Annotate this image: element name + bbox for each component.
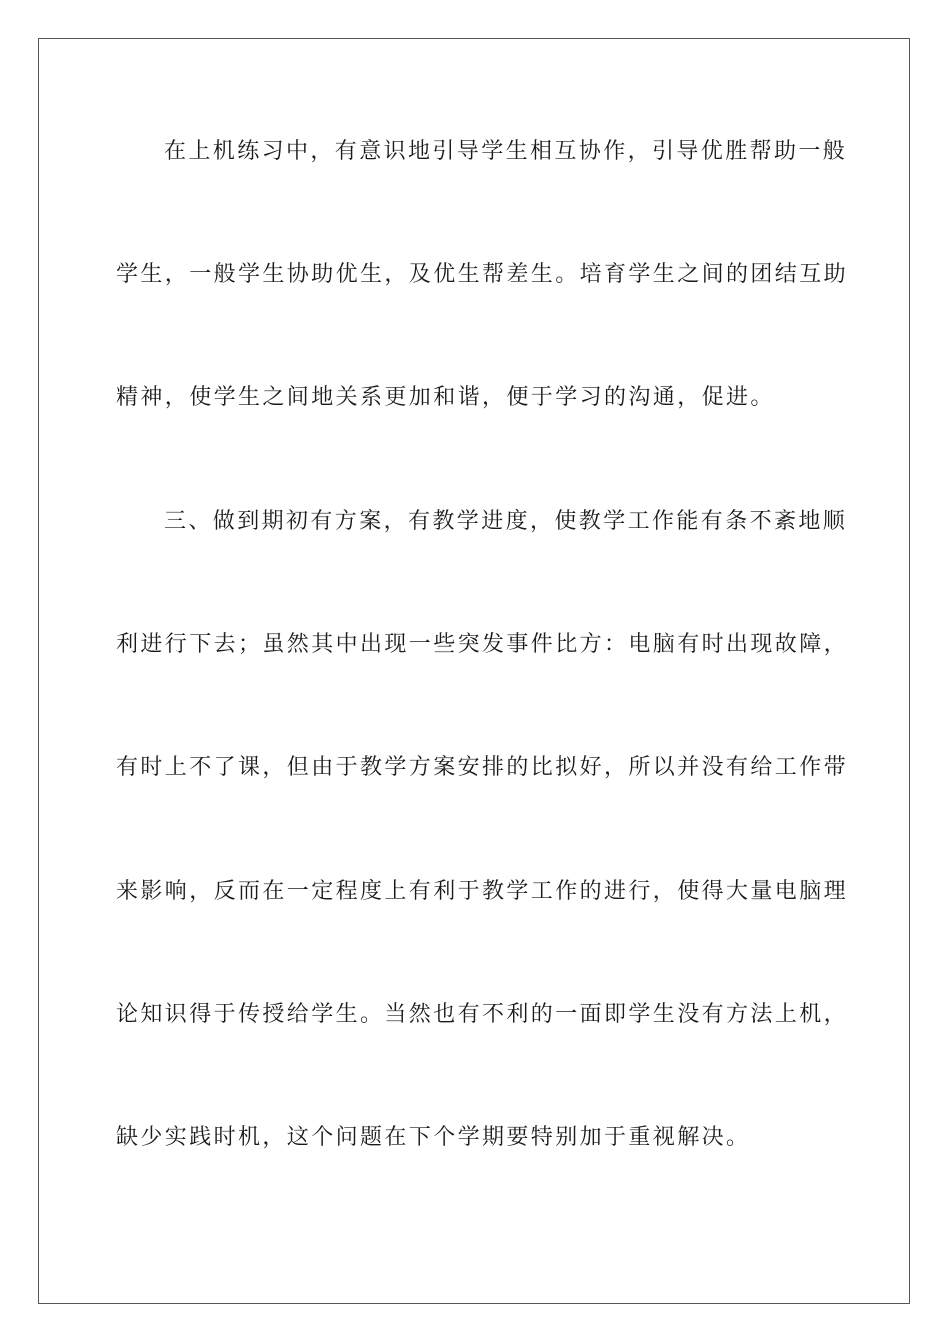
paragraph-2-line-4: 来影响，反而在一定程度上有利于教学工作的进行，使得大量电脑理 xyxy=(116,879,849,904)
page-border xyxy=(38,38,910,1304)
paragraph-2-line-1: 三、做到期初有方案，有教学进度，使教学工作能有条不紊地顺 xyxy=(164,509,848,534)
paragraph-1-line-2: 学生，一般学生协助优生，及优生帮差生。培育学生之间的团结互助 xyxy=(116,262,849,287)
paragraph-2-line-3: 有时上不了课，但由于教学方案安排的比拟好，所以并没有给工作带 xyxy=(116,755,849,780)
paragraph-1-line-1: 在上机练习中，有意识地引导学生相互协作，引导优胜帮助一般 xyxy=(164,139,848,164)
paragraph-2-line-6: 缺少实践时机，这个问题在下个学期要特别加于重视解决。 xyxy=(116,1125,751,1150)
paragraph-1-line-3: 精神，使学生之间地关系更加和谐，便于学习的沟通，促进。 xyxy=(116,385,775,410)
paragraph-2-line-2: 利进行下去；虽然其中出现一些突发事件比方：电脑有时出现故障， xyxy=(116,632,849,657)
paragraph-2-line-5: 论知识得于传授给学生。当然也有不利的一面即学生没有方法上机， xyxy=(116,1002,849,1027)
